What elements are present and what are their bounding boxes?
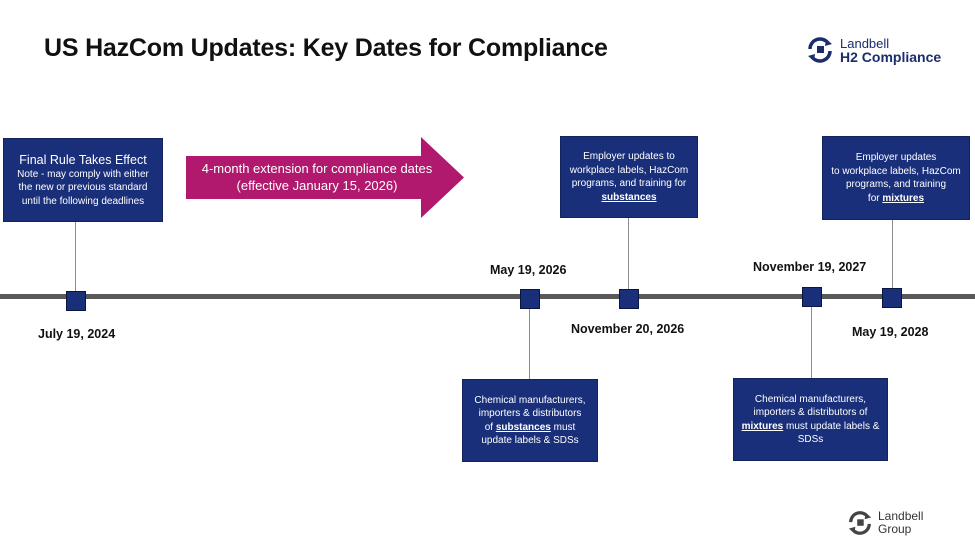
box-text-line: Employer updates: [855, 152, 937, 163]
manufacturers-substances-box: [462, 379, 598, 462]
emphasis-substances: substances: [601, 191, 657, 203]
box-text-line: SDSs: [797, 434, 824, 445]
manufacturers-mixtures-box: [733, 378, 888, 461]
connector-line: [75, 222, 76, 294]
box-text-fragment: must: [550, 421, 576, 433]
final-rule-note-line: the new or previous standard: [18, 182, 148, 194]
emphasis-mixtures: mixtures: [741, 420, 784, 432]
date-label: November 19, 2027: [753, 260, 867, 274]
date-label: May 19, 2026: [490, 263, 567, 277]
landbell-group-logo-icon: [847, 509, 873, 537]
landbell-h2-compliance-logo: [806, 34, 946, 68]
timeline-axis: [0, 294, 975, 299]
logo-line-1: Landbell: [878, 509, 924, 523]
landbell-logo-icon: [806, 35, 834, 65]
box-text-line: programs, and training: [845, 179, 947, 190]
box-text-fragment: must update labels &: [783, 420, 880, 432]
final-rule-box: [3, 138, 163, 222]
box-text-line: update labels & SDSs: [481, 435, 579, 446]
box-text-line: workplace labels, HazCom: [569, 164, 689, 176]
logo-line-1: Landbell: [840, 36, 890, 51]
date-label: May 19, 2028: [852, 325, 929, 339]
box-text-line: programs, and training for: [571, 178, 687, 189]
logo-line-2: H2 Compliance: [840, 49, 942, 65]
extension-line-1: 4-month extension for compliance dates: [201, 161, 433, 176]
connector-line: [628, 218, 629, 294]
timeline-marker: [882, 288, 902, 308]
box-text-line: importers & distributors of: [753, 407, 868, 418]
date-label: July 19, 2024: [38, 327, 116, 341]
landbell-group-logo: [847, 508, 947, 538]
box-text-line: to workplace labels, HazCom: [831, 165, 961, 177]
box-text-line: Chemical manufacturers,: [474, 394, 586, 406]
date-label: November 20, 2026: [571, 322, 685, 336]
extension-arrow-label: [192, 160, 442, 194]
box-text-fragment: of: [484, 421, 496, 433]
connector-line: [529, 299, 530, 379]
final-rule-note-line: Note - may comply with either: [17, 168, 149, 180]
timeline-marker: [66, 291, 86, 311]
connector-line: [892, 220, 893, 294]
logo-line-2: Group: [878, 522, 912, 536]
box-text-line: Chemical manufacturers,: [754, 393, 867, 405]
emphasis-mixtures: mixtures: [882, 192, 925, 204]
extension-line-2: (effective January 15, 2026): [236, 178, 398, 193]
timeline-marker: [802, 287, 822, 307]
timeline-marker: [619, 289, 639, 309]
employer-substances-box: [560, 136, 698, 218]
connector-line: [811, 299, 812, 379]
final-rule-note-line: until the following deadlines: [21, 195, 145, 207]
emphasis-substances: substances: [495, 421, 551, 433]
box-text-line: Employer updates to: [583, 151, 675, 162]
page-title: US HazCom Updates: Key Dates for Compliance: [44, 34, 608, 62]
employer-mixtures-box: [822, 136, 970, 220]
box-text-fragment: for: [867, 192, 883, 204]
timeline-marker: [520, 289, 540, 309]
final-rule-heading: Final Rule Takes Effect: [19, 152, 147, 167]
box-text-line: importers & distributors: [478, 408, 582, 419]
